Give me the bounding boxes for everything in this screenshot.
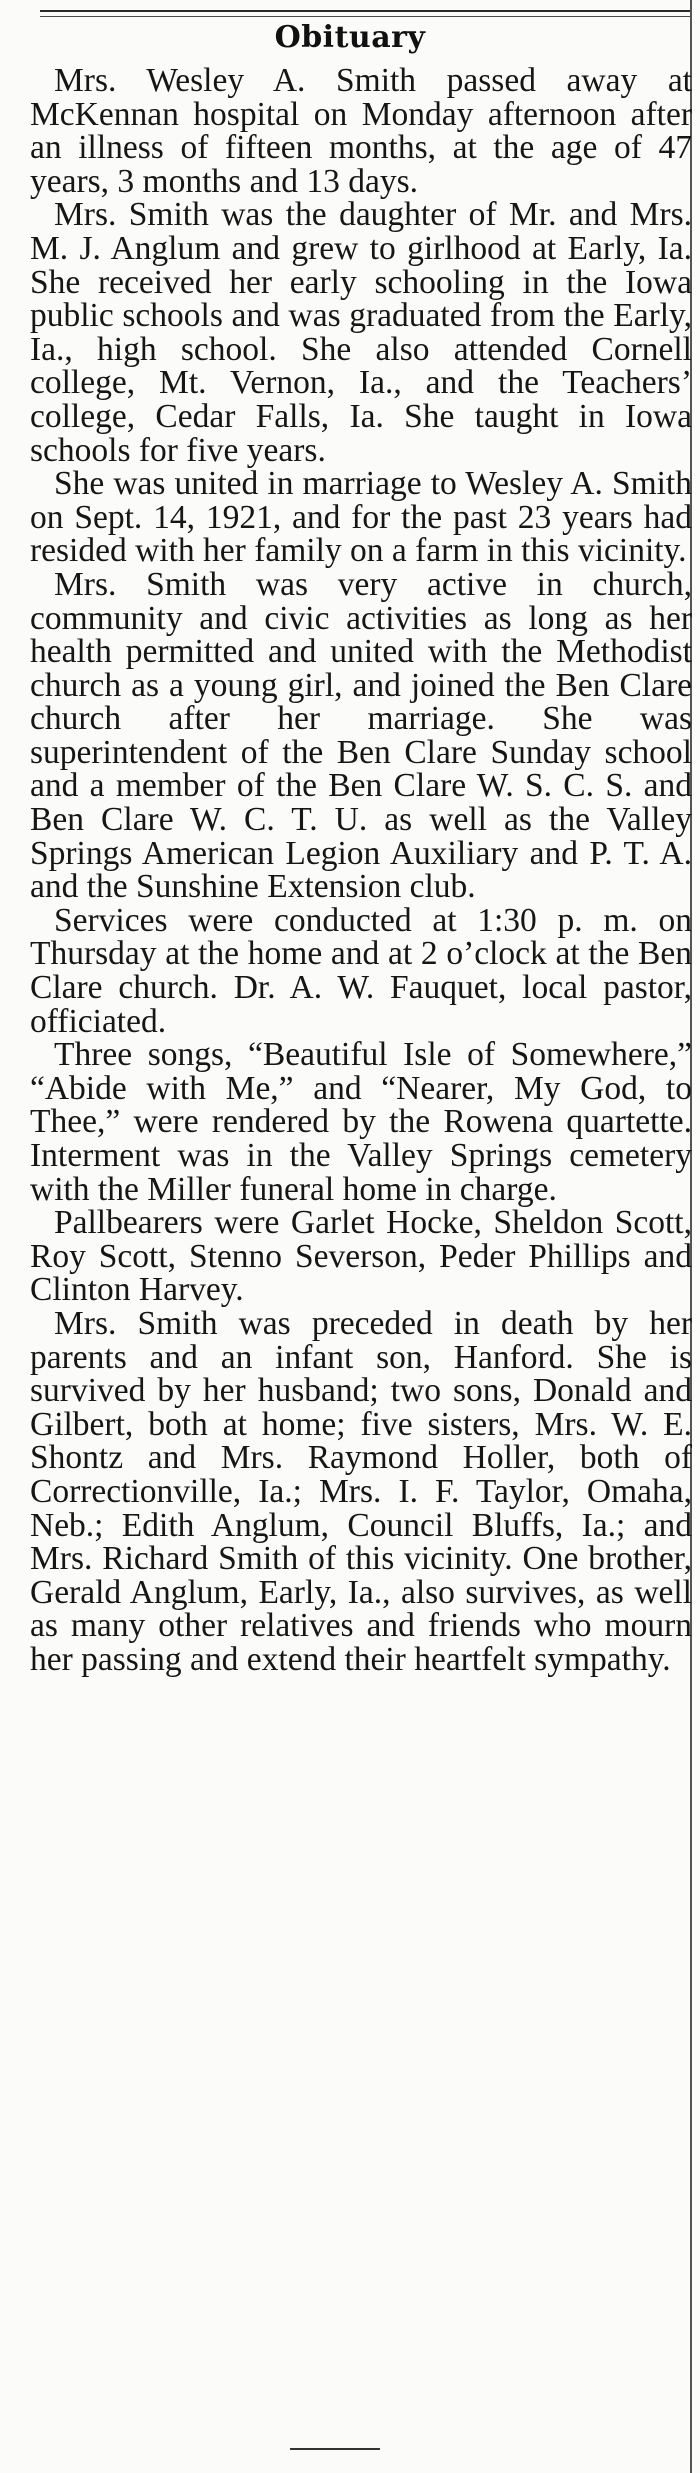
paragraph-activities: Mrs. Smith was very active in church, community and civic activities as long as her health permitted and united with the Methodist church as a young girl, and joined the Ben Clare church after her marriage. She was superintendent of the Ben Clare Sunday school and a member of the Ben Clare W. S. C. S. and Ben Clare W. C. T. U. as well as the Valley Springs American Legion Auxiliary and P. T. A. and the Sunshine Extension club.	[30, 565, 692, 906]
paragraph-survivors: Mrs. Smith was preceded in death by her parents and an infant son, Hanford. She is survived by her husband; two sons, Donald and Gilbert, both at home; five sisters, Mrs. W. E. Shontz and Mrs. Raymond Holler, both of Correctionville, Ia.; Mrs. I. F. Taylor, Omaha, Neb.; Edith Anglum, Council Bluffs, Ia.; and Mrs. Richard Smith of this vicinity. One brother, Gerald Anglum, Early, Ia., also survives, as well as many other relatives and friends who mourn her passing and extend their heartfelt sympathy.	[30, 1304, 692, 1678]
paragraph-songs-interment: Three songs, “Beautiful Isle of Somewhere,” “Abide with Me,” and “Nearer, My God, to Thee,” were rendered by the Rowena quartette. Interment was in the Valley Springs cemetery with the Miller funeral home in charge.	[30, 1036, 692, 1208]
top-rule	[40, 10, 690, 12]
paragraph-pallbearers: Pallbearers were Garlet Hocke, Sheldon Scott, Roy Scott, Stenno Severson, Peder Phillips and Clinton Harvey.	[30, 1204, 692, 1309]
paragraph-death-notice: Mrs. Wesley A. Smith passed away at McKennan hospital on Monday afternoon after an illness of fifteen months, at the age of 47 years, 3 months and 13 days.	[30, 62, 692, 200]
paragraph-marriage: She was united in marriage to Wesley A. Smith on Sept. 14, 1921, and for the past 23 years had resided with her family on a farm in this vicinity.	[30, 465, 692, 570]
top-rule-thin	[40, 16, 690, 17]
article-title: Obituary	[274, 20, 426, 55]
bottom-rule	[290, 2448, 380, 2450]
article-body	[30, 64, 692, 1677]
paragraph-services: Services were conducted at 1:30 p. m. on Thursday at the home and at 2 o’clock at the Ben Clare church. Dr. A. W. Fauquet, local pastor, officiated.	[30, 901, 692, 1040]
paragraph-early-life: Mrs. Smith was the daughter of Mr. and Mrs. M. J. Anglum and grew to girlhood at Early, Ia. She received her early schooling in the Iowa public schools and was graduated from the Early, Ia., high school. She also attended Cornell college, Mt. Vernon, Ia., and the Teachers’ college, Cedar Falls, Ia. She taught in Iowa schools for five years.	[30, 196, 692, 469]
